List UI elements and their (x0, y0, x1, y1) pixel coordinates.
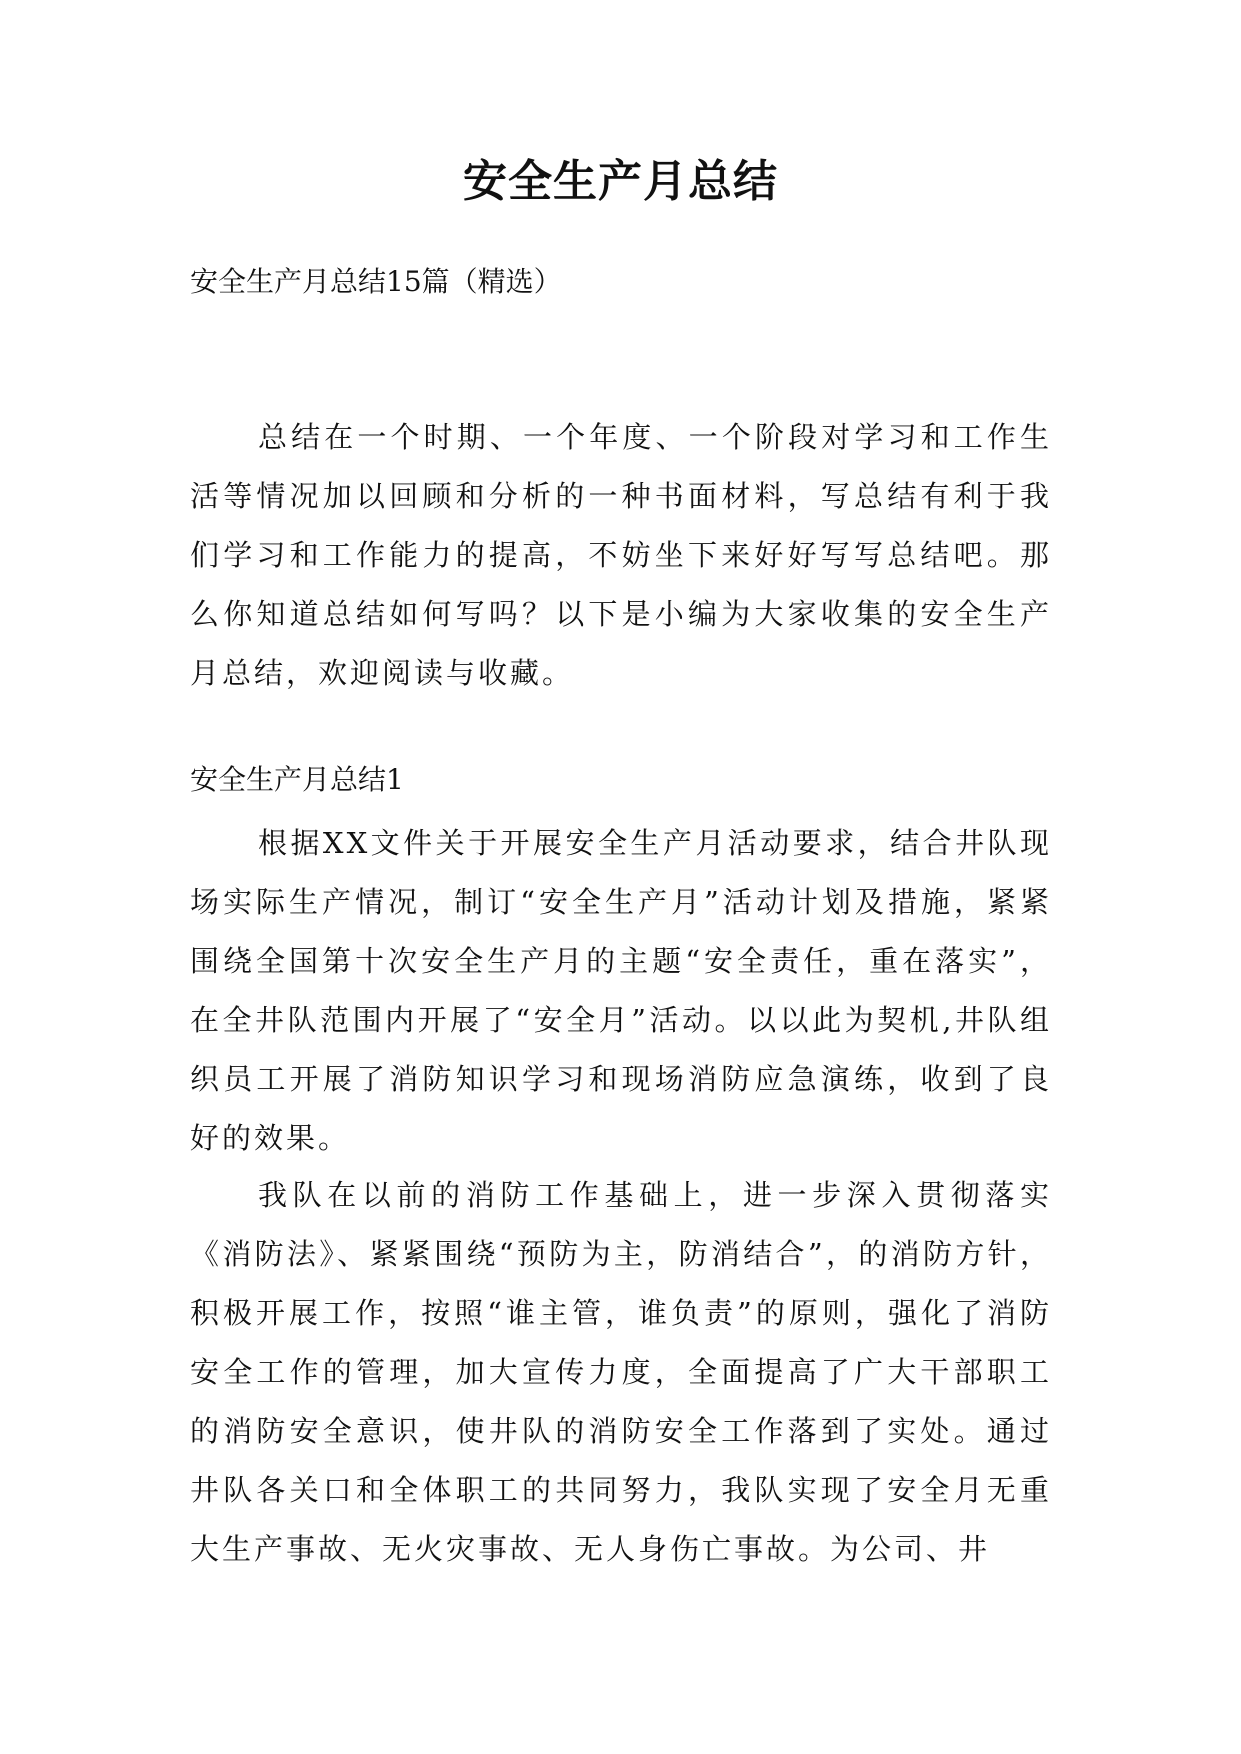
body-paragraph-1: 根据XX文件关于开展安全生产月活动要求，结合井队现场实际生产情况，制订“安全生产月”活动计划及措施，紧紧围绕全国第十次安全生产月的主题“安全责任，重在落实”，在全井队范围内开展了“安全月”活动。以以此为契机,井队组织员工开展了消防知识学习和现场消防应急演练，收到了良好的效果。 (190, 826, 1052, 1155)
intro-paragraph: 总结在一个时期、一个年度、一个阶段对学习和工作生活等情况加以回顾和分析的一种书面材料，写总结有利于我们学习和工作能力的提高，不妨坐下来好好写写总结吧。那么你知道总结如何写吗？以下是小编为大家收集的安全生产月总结，欢迎阅读与收藏。 (190, 420, 1052, 690)
document-title: 安全生产月总结 (463, 156, 778, 207)
body-paragraph-2: 我队在以前的消防工作基础上，进一步深入贯彻落实《消防法》、紧紧围绕“预防为主，防消结合”，的消防方针，积极开展工作，按照“谁主管，谁负责”的原则，强化了消防安全工作的管理，加大宣传力度，全面提高了广大干部职工的消防安全意识，使井队的消防安全工作落到了实处。通过井队各关口和全体职工的共同努力，我队实现了安全月无重大生产事故、无火灾事故、无人身伤亡事故。为公司、井 (190, 1178, 1052, 1566)
document-subtitle: 安全生产月总结15篇（精选） (190, 265, 562, 298)
section-heading: 安全生产月总结1 (190, 763, 404, 796)
